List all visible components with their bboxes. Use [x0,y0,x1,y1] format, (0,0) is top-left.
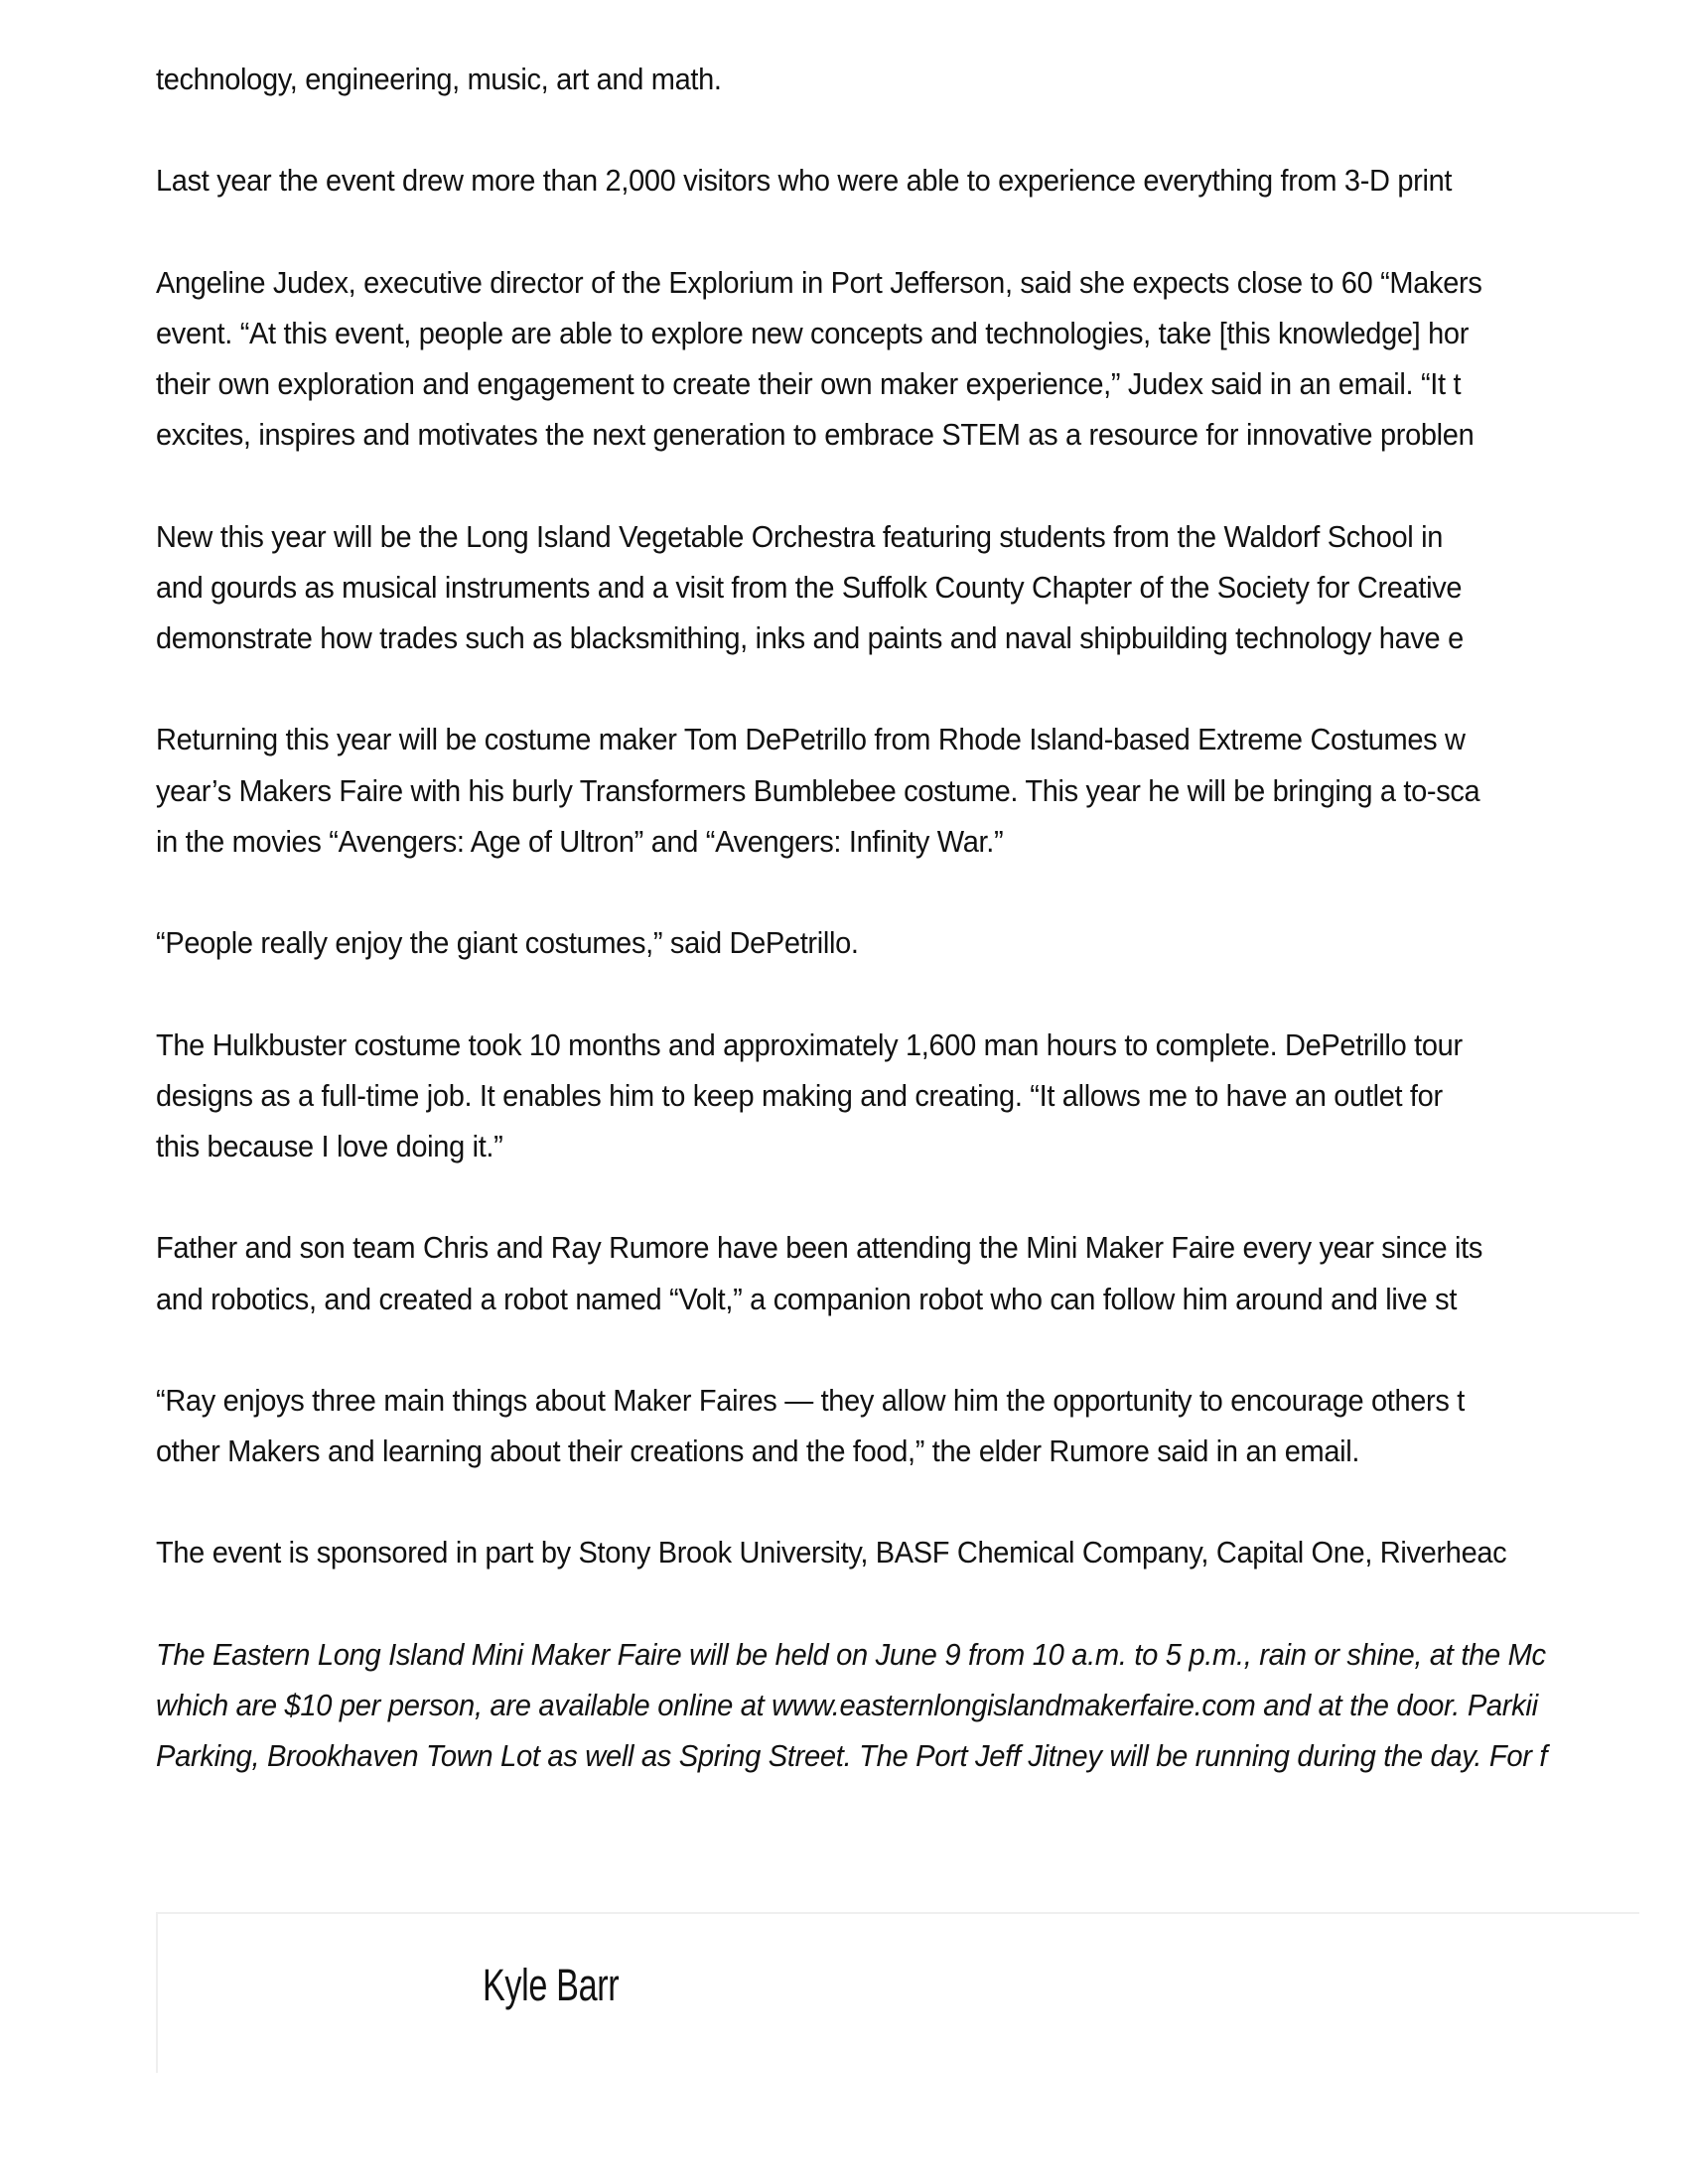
paragraph-line: The event is sponsored in part by Stony Brook University, BASF Chemical Company, Capital One, Riverheac [156,1535,1507,1570]
paragraph-line: this because I love doing it.” [156,1128,503,1163]
paragraph-line: Angeline Judex, executive director of the Explorium in Port Jefferson, said she expects close to 60 “Makers [156,264,1482,300]
paragraph-rumore [156,1222,1639,1323]
paragraph-hulkbuster [156,1020,1639,1172]
paragraph-line: Parking, Brookhaven Town Lot as well as Spring Street. The Port Jeff Jitney will be running during the day. For f [156,1738,1548,1774]
paragraph-event-info [156,1629,1639,1782]
paragraph-line: year’s Makers Faire with his burly Transformers Bumblebee costume. This year he will be bringing a to-sca [156,772,1480,808]
paragraph-line: “People really enjoy the giant costumes,” said DePetrillo. [156,925,859,961]
paragraph-line: other Makers and learning about their creations and the food,” the elder Rumore said in an email. [156,1433,1360,1469]
article-body [156,54,1639,1833]
paragraph-depetrillo-quote [156,917,1639,968]
paragraph-line: Father and son team Chris and Ray Rumore have been attending the Mini Maker Faire every year since its [156,1230,1483,1266]
paragraph-line: Returning this year will be costume maker Tom DePetrillo from Rhode Island-based Extreme Costumes w [156,722,1466,757]
paragraph-returning [156,714,1639,867]
paragraph-ray-quote [156,1375,1639,1476]
paragraph-new-this-year [156,511,1639,664]
author-box [156,1912,1639,2073]
paragraph-line: demonstrate how trades such as blacksmithing, inks and paints and naval shipbuilding technology have e [156,620,1464,656]
paragraph-line: event. “At this event, people are able to explore new concepts and technologies, take [this knowledge] hor [156,315,1470,350]
paragraph-line: technology, engineering, music, art and math. [156,62,722,96]
paragraph-line: The Eastern Long Island Mini Maker Faire will be held on June 9 from 10 a.m. to 5 p.m., rain or shine, at the Mc [156,1636,1546,1672]
paragraph-line: in the movies “Avengers: Age of Ultron” and “Avengers: Infinity War.” [156,823,1004,859]
paragraph-line: The Hulkbuster costume took 10 months and approximately 1,600 man hours to complete. DePetrillo tour [156,1026,1463,1062]
paragraph-line: and gourds as musical instruments and a visit from the Suffolk County Chapter of the Society for Creative [156,569,1463,605]
paragraph-intro-end [156,54,1639,104]
paragraph-sponsors [156,1527,1639,1577]
paragraph-line: which are $10 per person, are available online at www.easternlongislandmakerfaire.com and at the door. Parkii [156,1688,1538,1722]
article-viewport [156,0,1639,2073]
paragraph-last-year [156,155,1639,205]
author-name-link[interactable]: Kyle Barr [483,1960,620,2010]
paragraph-line: Last year the event drew more than 2,000 visitors who were able to experience everything from 3-D print [156,163,1453,199]
paragraph-line: and robotics, and created a robot named “Volt,” a companion robot who can follow him around and live st [156,1281,1458,1316]
paragraph-line: New this year will be the Long Island Vegetable Orchestra featuring students from the Waldorf School in [156,518,1444,554]
paragraph-line: designs as a full-time job. It enables him to keep making and creating. “It allows me to have an outlet for [156,1077,1443,1113]
paragraph-line: “Ray enjoys three main things about Maker Faires — they allow him the opportunity to encourage others t [156,1382,1466,1418]
paragraph-judex-quote [156,257,1639,461]
paragraph-line: their own exploration and engagement to create their own maker experience,” Judex said in an email. “It t [156,366,1462,402]
paragraph-line: excites, inspires and motivates the next generation to embrace STEM as a resource for innovative problen [156,417,1475,453]
